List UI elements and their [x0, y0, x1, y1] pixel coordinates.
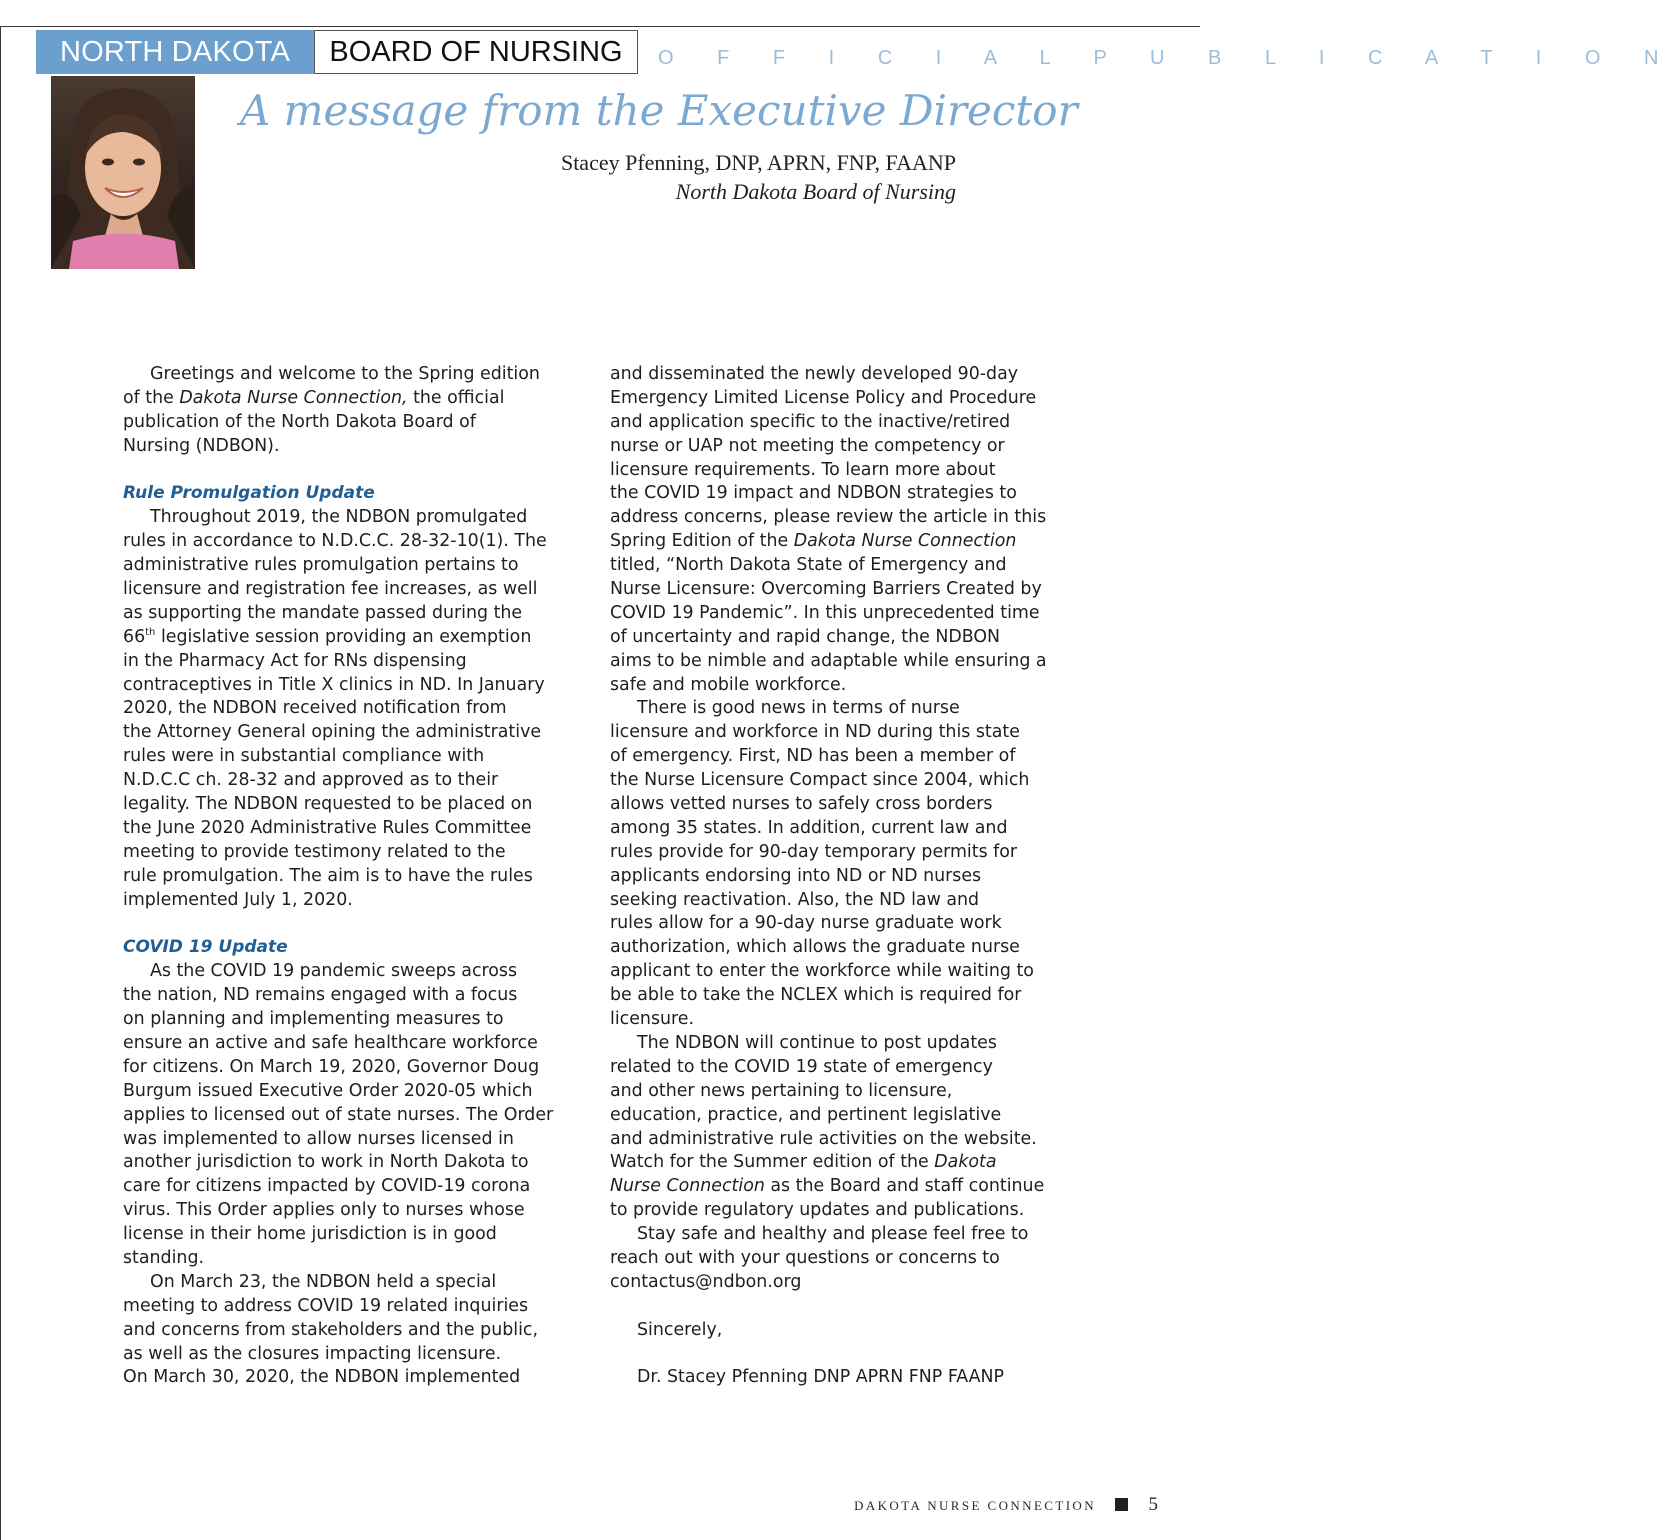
body-line: in the Pharmacy Act for RNs dispensing [123, 650, 467, 671]
closing: Sincerely, [637, 1319, 723, 1340]
body-line: publication of the North Dakota Board of [123, 411, 476, 432]
body-line: ensure an active and safe healthcare workforce [123, 1032, 538, 1053]
section-heading-covid: COVID 19 Update [123, 937, 288, 958]
body-line: for citizens. On March 19, 2020, Governor Doug [123, 1056, 540, 1077]
body-line: meeting to provide testimony related to the [123, 841, 506, 862]
publication-name: Nurse Connection [610, 1176, 765, 1197]
body-line: and other news pertaining to licensure, [610, 1080, 953, 1101]
body-line: Nurse Connection as the Board and staff continue [610, 1176, 1045, 1197]
body-line: rule promulgation. The aim is to have the rules [123, 865, 533, 886]
body-line: education, practice, and pertinent legislative [610, 1104, 1002, 1125]
body-line: rules provide for 90-day temporary permits for [610, 841, 1018, 862]
body-line: applies to licensed out of state nurses. The Order [123, 1104, 554, 1125]
body-line: The NDBON will continue to post updates [637, 1032, 997, 1053]
body-line: and application specific to the inactive/retired [610, 411, 1011, 432]
paragraph-gap [123, 459, 593, 483]
body-line: among 35 states. In addition, current law and [610, 817, 1008, 838]
body-line: applicant to enter the workforce while waiting to [610, 961, 1034, 982]
body-line: seeking reactivation. Also, the ND law and [610, 889, 980, 910]
body-line: There is good news in terms of nurse [637, 698, 960, 719]
body-line: licensure. [610, 1009, 695, 1030]
right-column [610, 363, 1085, 1390]
page-left-rule [0, 26, 1, 1540]
body-line: authorization, which allows the graduate nurse [610, 937, 1020, 958]
body-line: titled, “North Dakota State of Emergency and [610, 555, 1007, 576]
body-line: of the Dakota Nurse Connection, the official [123, 387, 505, 408]
body-line: On March 30, 2020, the NDBON implemented [123, 1367, 521, 1388]
body-line: administrative rules promulgation pertains to [123, 555, 519, 576]
body-line: address concerns, please review the article in this [610, 507, 1047, 528]
body-line: rules in accordance to N.D.C.C. 28-32-10(1). The [123, 531, 547, 552]
paragraph-gap [123, 912, 593, 936]
body-line: be able to take the NCLEX which is required for [610, 985, 1022, 1006]
masthead-board: BOARD OF NURSING [314, 30, 638, 74]
body-line: the Nurse Licensure Compact since 2004, which [610, 770, 1030, 791]
section-heading-rule-promulgation: Rule Promulgation Update [123, 483, 375, 504]
body-line: another jurisdiction to work in North Dakota to [123, 1152, 529, 1173]
body-line: of uncertainty and rapid change, the NDBON [610, 626, 1001, 647]
body-line: 66th legislative session providing an exemption [123, 626, 532, 647]
body-line: On March 23, the NDBON held a special [150, 1271, 497, 1292]
body-line: aims to be nimble and adaptable while ensuring a [610, 650, 1047, 671]
body-line: Stay safe and healthy and please feel free to [637, 1224, 1029, 1245]
body-line: Nurse Licensure: Overcoming Barriers Created by [610, 579, 1042, 600]
body-line: contraceptives in Title X clinics in ND. In January [123, 674, 545, 695]
body-line: applicants endorsing into ND or ND nurses [610, 865, 982, 886]
body-line: was implemented to allow nurses licensed in [123, 1128, 514, 1149]
masthead-tagline: O F F I C I A L P U B L I C A T I O N [658, 47, 1677, 69]
body-line: licensure and workforce in ND during this state [610, 722, 1020, 743]
body-line: license in their home jurisdiction is in good [123, 1224, 497, 1245]
body-line: and disseminated the newly developed 90-day [610, 364, 1019, 384]
body-line: licensure and registration fee increases, as well [123, 579, 538, 600]
publication-name: Dakota [934, 1152, 997, 1173]
body-line: Nursing (NDBON). [123, 435, 280, 456]
author-portrait-image [51, 76, 195, 269]
body-line: Watch for the Summer edition of the Dakota [610, 1152, 997, 1173]
masthead-state: NORTH DAKOTA [36, 30, 314, 74]
body-line: 2020, the NDBON received notification from [123, 698, 507, 719]
paragraph-gap [610, 1343, 1085, 1367]
body-line: Spring Edition of the Dakota Nurse Connection [610, 531, 1017, 552]
page-number: 5 [1148, 1494, 1158, 1515]
body-line: safe and mobile workforce. [610, 674, 847, 695]
body-line: Throughout 2019, the NDBON promulgated [150, 507, 528, 528]
author-organization: North Dakota Board of Nursing [675, 179, 956, 204]
body-line: standing. [123, 1247, 205, 1268]
publication-name: Dakota Nurse Connection [793, 531, 1017, 552]
page-top-rule [0, 26, 1200, 27]
body-line: COVID 19 Pandemic”. In this unprecedented time [610, 602, 1040, 623]
paragraph-gap [610, 1295, 1085, 1319]
body-line: as supporting the mandate passed during the [123, 602, 523, 623]
body-line: the Attorney General opining the administrative [123, 722, 542, 743]
body-line: N.D.C.C ch. 28-32 and approved as to their [123, 770, 499, 791]
footer-square-icon [1115, 1498, 1128, 1511]
author-photo [51, 76, 195, 269]
body-line: virus. This Order applies only to nurses whose [123, 1200, 525, 1221]
body-line: As the COVID 19 pandemic sweeps across [150, 961, 518, 982]
body-line: allows vetted nurses to safely cross borders [610, 794, 993, 815]
signature: Dr. Stacey Pfenning DNP APRN FNP FAANP [637, 1367, 1004, 1388]
body-line: and administrative rule activities on the website. [610, 1128, 1037, 1149]
footer-publication: DAKOTA NURSE CONNECTION [854, 1498, 1096, 1513]
author-byline: Stacey Pfenning, DNP, APRN, FNP, FAANP [560, 150, 956, 175]
article-title: A message from the Executive Director [240, 86, 1078, 135]
body-line: and concerns from stakeholders and the public, [123, 1319, 539, 1340]
body-line: related to the COVID 19 state of emergency [610, 1056, 993, 1077]
body-line: rules allow for a 90-day nurse graduate work [610, 913, 1002, 934]
body-line: to provide regulatory updates and publications. [610, 1200, 1025, 1221]
body-line: the nation, ND remains engaged with a focus [123, 985, 518, 1006]
body-line: as well as the closures impacting licensure. [123, 1343, 502, 1364]
body-line: reach out with your questions or concerns to [610, 1247, 1000, 1268]
publication-name: Dakota Nurse Connection, [179, 387, 408, 408]
body-line: licensure requirements. To learn more about [610, 459, 996, 480]
body-line: nurse or UAP not meeting the competency or [610, 435, 1005, 456]
contact-email-link[interactable]: contactus@ndbon.org [610, 1271, 802, 1292]
page-footer [780, 1495, 1180, 1517]
body-line: of emergency. First, ND has been a member of [610, 746, 1016, 767]
body-line: care for citizens impacted by COVID-19 corona [123, 1176, 531, 1197]
body-line: rules were in substantial compliance with [123, 746, 485, 767]
body-line: legality. The NDBON requested to be placed on [123, 794, 533, 815]
body-line: meeting to address COVID 19 related inquiries [123, 1295, 529, 1316]
body-line: on planning and implementing measures to [123, 1009, 504, 1030]
body-line: the June 2020 Administrative Rules Committee [123, 817, 532, 838]
body-line: Burgum issued Executive Order 2020-05 which [123, 1080, 533, 1101]
body-line: the COVID 19 impact and NDBON strategies to [610, 483, 1017, 504]
left-column [123, 363, 593, 1390]
body-line: Emergency Limited License Policy and Procedure [610, 387, 1037, 408]
body-line: implemented July 1, 2020. [123, 889, 353, 910]
body-line: Greetings and welcome to the Spring edition [150, 364, 540, 384]
